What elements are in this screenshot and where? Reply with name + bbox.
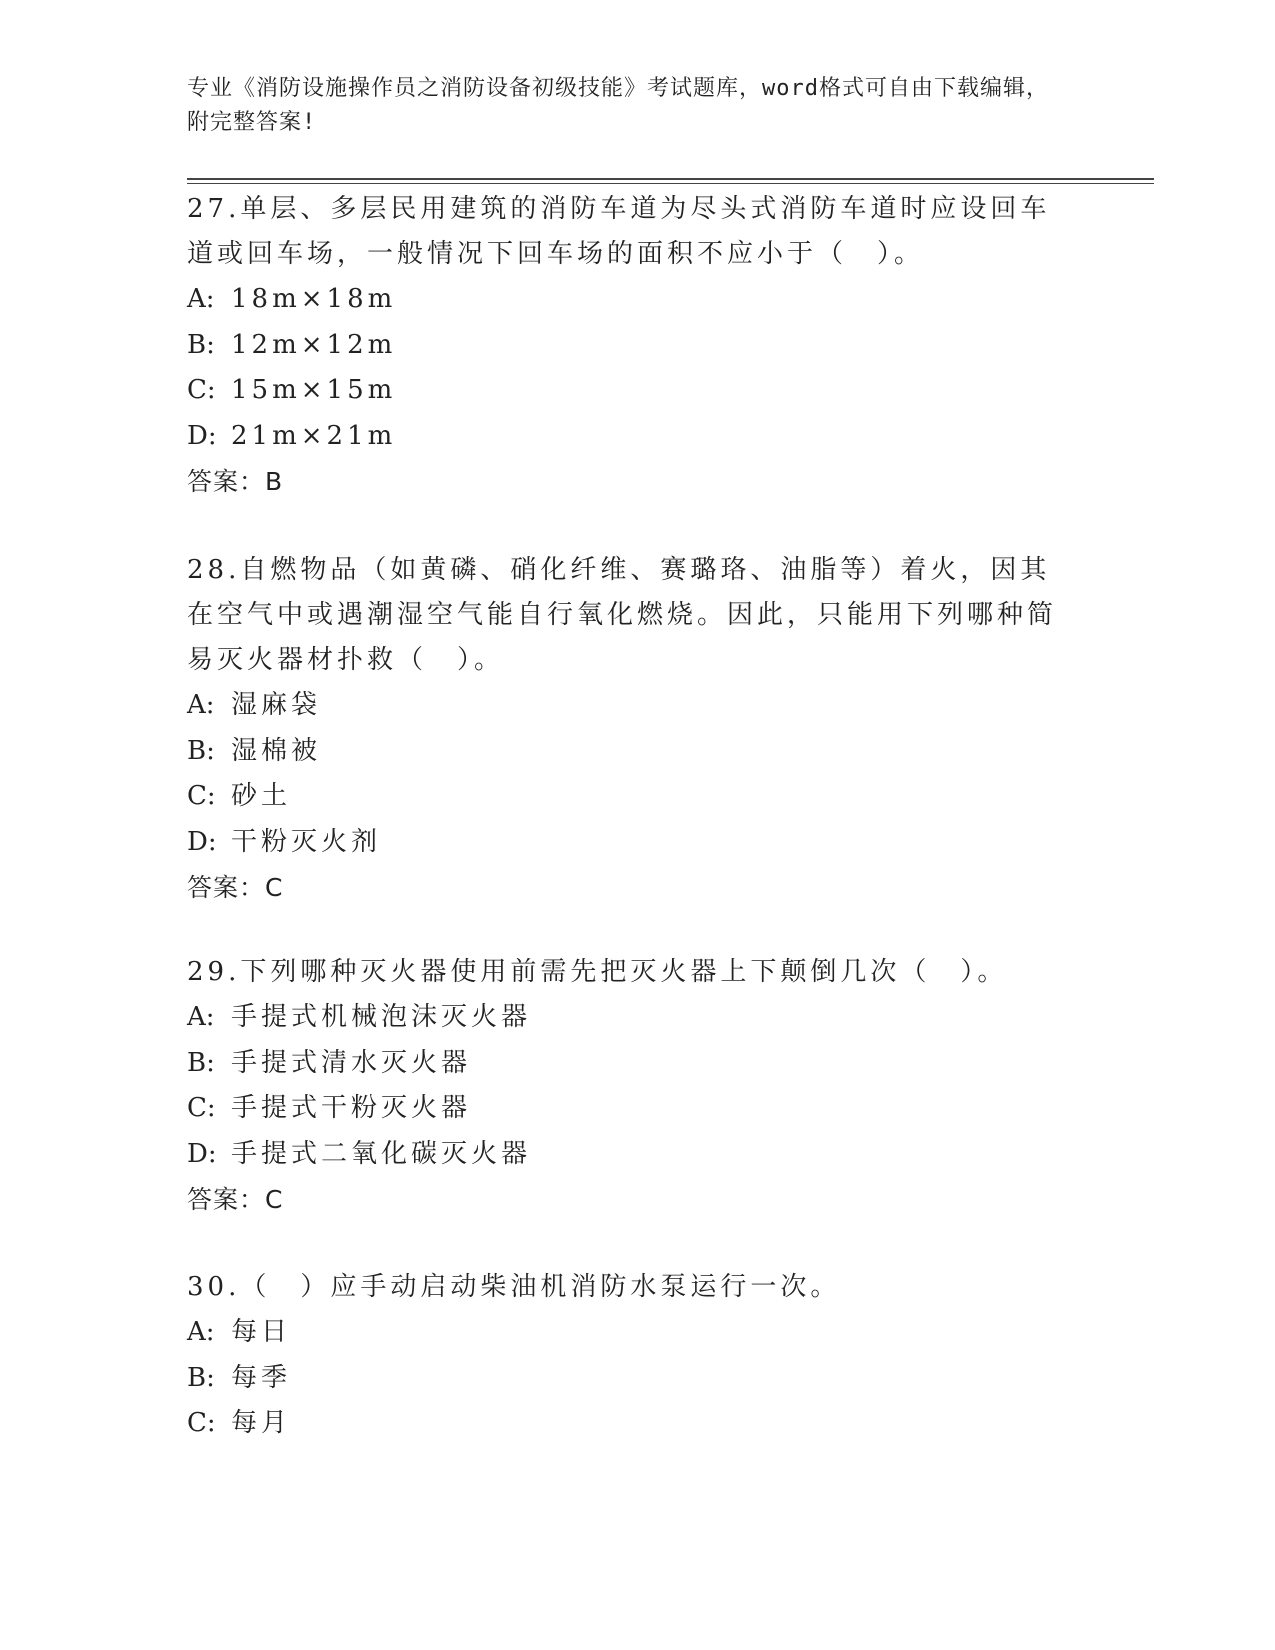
- option-key: B:: [187, 329, 215, 360]
- question-28: [187, 548, 1067, 910]
- option-a: [187, 277, 1067, 323]
- option-a: [187, 995, 1067, 1041]
- question-stem: 28.自燃物品（如黄磷、硝化纤维、赛璐珞、油脂等）着火，因其在空气中或遇潮湿空气能自行氧化燃烧。因此，只能用下列哪种简易灭火器材扑救（ ）。: [187, 555, 1058, 675]
- option-c: [187, 1086, 1067, 1132]
- header-divider-thin: [187, 183, 1154, 184]
- option-c: [187, 1401, 1067, 1447]
- question-stem: 30.（ ）应手动启动柴油机消防水泵运行一次。: [187, 1272, 841, 1302]
- option-key: B:: [187, 1047, 215, 1078]
- option-text: 21m×21m: [231, 420, 397, 451]
- option-key: C:: [187, 375, 216, 405]
- option-key: B:: [187, 1362, 215, 1393]
- option-d: [187, 1132, 1067, 1178]
- option-a: [187, 1310, 1067, 1356]
- option-key: C:: [187, 1408, 216, 1438]
- option-d: [187, 414, 1067, 460]
- option-text: 每月: [231, 1408, 292, 1438]
- option-b: [187, 1356, 1067, 1402]
- answer-line: 答案：C: [187, 1185, 284, 1214]
- option-text: 手提式清水灭火器: [231, 1047, 472, 1078]
- question-29: [187, 950, 1067, 1222]
- option-key: D:: [187, 1138, 217, 1169]
- option-text: 砂土: [231, 781, 292, 811]
- option-b: [187, 729, 1067, 775]
- option-text: 18m×18m: [231, 284, 397, 314]
- option-key: A:: [187, 1002, 215, 1032]
- option-text: 12m×12m: [231, 329, 397, 360]
- option-text: 干粉灭火剂: [231, 826, 382, 857]
- option-b: [187, 1041, 1067, 1087]
- answer-line: 答案：C: [187, 873, 284, 902]
- question-27: [187, 187, 1067, 504]
- answer-line: 答案：B: [187, 467, 284, 496]
- option-text: 手提式干粉灭火器: [231, 1093, 472, 1123]
- option-text: 湿麻袋: [231, 690, 322, 720]
- option-b: [187, 323, 1067, 369]
- option-a: [187, 683, 1067, 729]
- option-c: [187, 368, 1067, 414]
- option-text: 每日: [231, 1317, 292, 1347]
- header-divider-thick: [187, 178, 1154, 180]
- option-text: 15m×15m: [231, 375, 397, 405]
- option-key: D:: [187, 826, 217, 857]
- question-stem: 27.单层、多层民用建筑的消防车道为尽头式消防车道时应设回车道或回车场，一般情况下回车场的面积不应小于（ ）。: [187, 194, 1051, 269]
- option-text: 湿棉被: [231, 735, 322, 766]
- option-d: [187, 820, 1067, 866]
- option-key: D:: [187, 420, 217, 451]
- option-text: 手提式二氧化碳灭火器: [231, 1138, 532, 1169]
- option-key: A:: [187, 690, 215, 720]
- option-c: [187, 774, 1067, 820]
- option-key: C:: [187, 1093, 216, 1123]
- option-key: C:: [187, 781, 216, 811]
- question-30: [187, 1265, 1067, 1447]
- option-key: B:: [187, 735, 215, 766]
- option-text: 手提式机械泡沫灭火器: [231, 1002, 532, 1032]
- option-key: A:: [187, 284, 215, 314]
- option-key: A:: [187, 1317, 215, 1347]
- page-header: 专业《消防设施操作员之消防设备初级技能》考试题库，word格式可自由下载编辑，附完整答案!: [187, 76, 1049, 135]
- question-stem: 29.下列哪种灭火器使用前需先把灭火器上下颠倒几次（ ）。: [187, 957, 1008, 987]
- option-text: 每季: [231, 1362, 292, 1393]
